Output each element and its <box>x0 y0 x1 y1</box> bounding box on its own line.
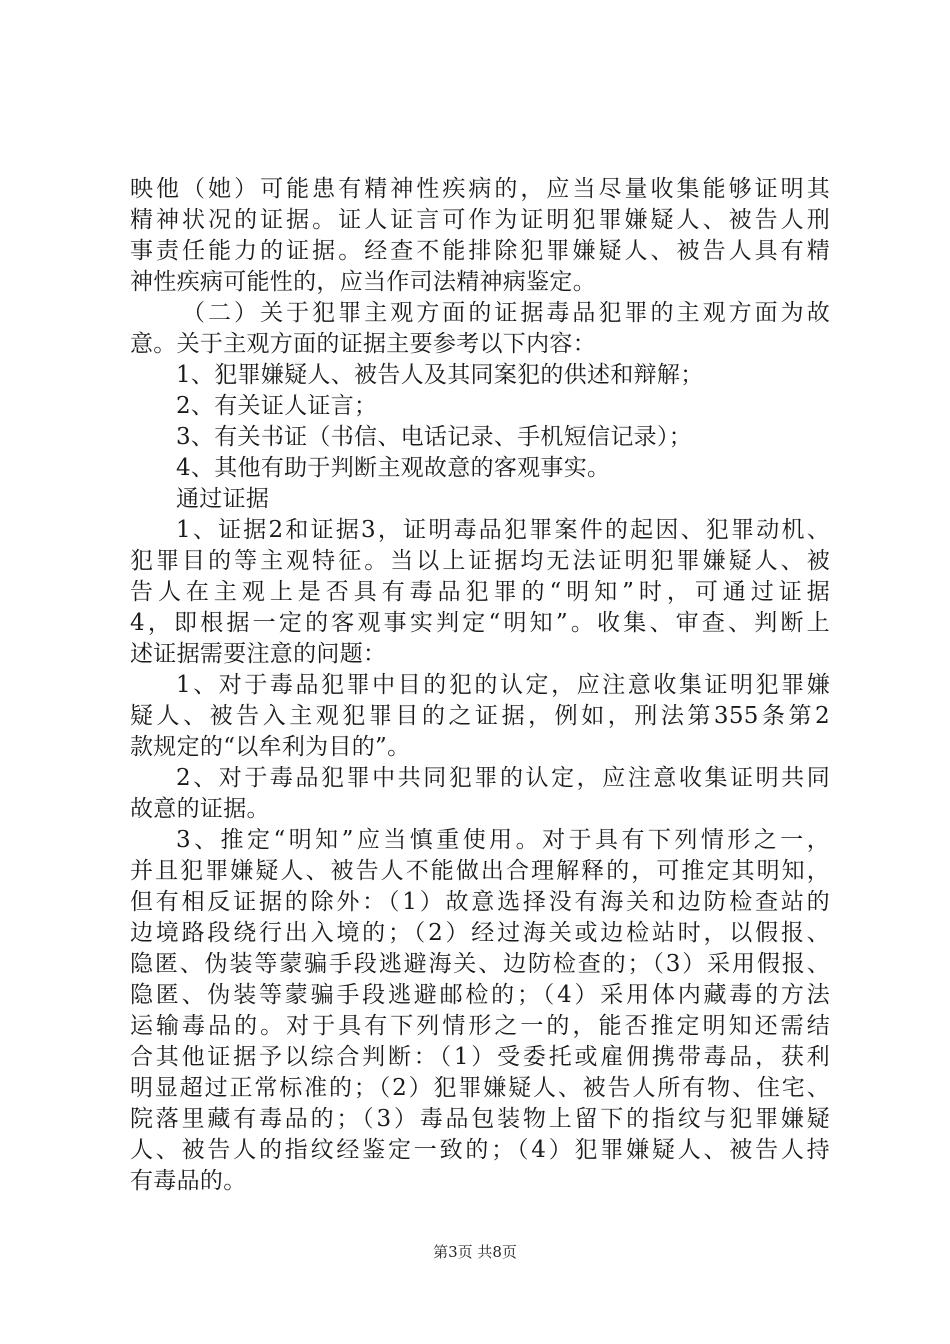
text-line: 运输毒品的。对于具有下列情形之一的，能否推定明知还需结 <box>130 1013 830 1039</box>
text-line: 事责任能力的证据。经查不能排除犯罪嫌疑人、被告人具有精 <box>130 238 830 264</box>
text-line: 映他（她）可能患有精神性疾病的，应当尽量收集能够证明其 <box>130 176 830 202</box>
text-line: 2、对于毒品犯罪中共同犯罪的认定，应注意收集证明共同 <box>176 765 830 791</box>
text-line: 人、被告人的指纹经鉴定一致的；（4）犯罪嫌疑人、被告人持 <box>130 1137 830 1163</box>
text-line: 2、有关证人证言； <box>176 393 378 419</box>
text-line: 明显超过正常标准的；（2）犯罪嫌疑人、被告人所有物、住宅、 <box>130 1075 830 1101</box>
text-line: 并且犯罪嫌疑人、被告人不能做出合理解释的，可推定其明知， <box>130 858 830 884</box>
text-line: 1、犯罪嫌疑人、被告人及其同案犯的供述和辩解； <box>176 362 704 388</box>
text-line: 1、对于毒品犯罪中目的犯的认定，应注意收集证明犯罪嫌 <box>176 672 830 698</box>
text-line: 4，即根据一定的客观事实判定“明知”。收集、审查、判断上 <box>130 610 830 636</box>
text-line: 通过证据 <box>176 486 270 512</box>
text-line: 意。关于主观方面的证据主要参考以下内容： <box>130 331 596 357</box>
text-line: 犯罪目的等主观特征。当以上证据均无法证明犯罪嫌疑人、被 <box>130 548 830 574</box>
text-line: 告人在主观上是否具有毒品犯罪的“明知”时，可通过证据 <box>130 579 830 605</box>
text-line: 隐匿、伪装等蒙骗手段逃避海关、边防检查的；（3）采用假报、 <box>130 951 830 977</box>
text-line: 精神状况的证据。证人证言可作为证明犯罪嫌疑人、被告人刑 <box>130 207 830 233</box>
text-line: 边境路段绕行出入境的；（2）经过海关或边检站时，以假报、 <box>130 920 830 946</box>
text-line: 但有相反证据的除外：（1）故意选择没有海关和边防检查站的 <box>130 889 830 915</box>
text-line: 1、证据2和证据3，证明毒品犯罪案件的起因、犯罪动机、 <box>176 517 830 543</box>
text-line: 3、推定“明知”应当慎重使用。对于具有下列情形之一， <box>176 827 830 853</box>
text-line: 有毒品的。 <box>130 1168 247 1194</box>
text-line: 故意的证据。 <box>130 796 270 822</box>
text-line: 隐匿、伪装等蒙骗手段逃避邮检的；（4）采用体内藏毒的方法 <box>130 982 830 1008</box>
page-footer: 第3页 共8页 <box>433 1243 517 1261</box>
text-line: 神性疾病可能性的，应当作司法精神病鉴定。 <box>130 269 596 295</box>
text-line: 院落里藏有毒品的；（3）毒品包装物上留下的指纹与犯罪嫌疑 <box>130 1106 830 1132</box>
text-line: 疑人、被告入主观犯罪目的之证据，例如，刑法第355条第2 <box>130 703 830 729</box>
text-line: 4、其他有助于判断主观故意的客观事实。 <box>176 455 611 481</box>
body-text <box>130 174 830 1197</box>
text-line: （二）关于犯罪主观方面的证据毒品犯罪的主观方面为故 <box>182 300 830 326</box>
text-line: 款规定的“以牟利为目的”。 <box>130 734 411 760</box>
text-line: 3、有关书证（书信、电话记录、手机短信记录）； <box>176 424 693 450</box>
text-line: 合其他证据予以综合判断：（1）受委托或雇佣携带毒品，获利 <box>130 1044 830 1070</box>
text-line: 述证据需要注意的问题： <box>130 641 387 667</box>
